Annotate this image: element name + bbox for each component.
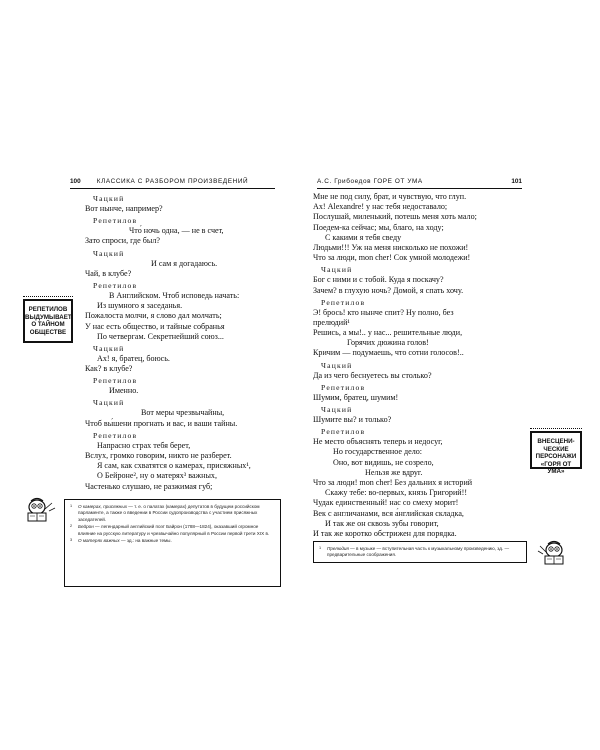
verse-line: Ах! я, братец, боюсь.	[97, 353, 170, 363]
verse-line: Поедем-ка сейчас; мы, благо, на ходу;	[313, 222, 444, 232]
verse-line: Напрасно страх тебя берет,	[97, 440, 191, 450]
mascot-reader-icon	[23, 497, 57, 523]
verse-line: О Бейроне², ну о матерях³ важных,	[97, 471, 217, 481]
right-header-rule	[317, 188, 522, 189]
verse-line: Как? в клубе?	[85, 364, 133, 374]
speaker-name: Репетилов	[93, 430, 138, 440]
speaker-name: Чацкий	[93, 398, 125, 408]
verse-line: Да из чего беснуетесь вы столько?	[313, 370, 432, 380]
verse-line: Решись, а мы!.. у нас... решительные люди,	[313, 328, 463, 338]
speaker-name: Чацкий	[321, 360, 353, 370]
left-header-rule	[70, 188, 275, 189]
verse-line: Я сам, как схватятся о камерах, присяжных¹,	[97, 461, 251, 471]
footnote: 3 О матерях важных — зд.: на важные темы.	[70, 538, 172, 544]
margin-note-line: ПЕРСОНАЖИ	[535, 453, 577, 460]
speaker-name: Репетилов	[321, 427, 366, 437]
verse-line: Э! брось! кто нынче спит? Ну полно, без	[313, 307, 454, 317]
speaker-name: Репетилов	[321, 297, 366, 307]
speaker-name: Чацкий	[93, 248, 125, 258]
verse-line: Чудак единственный! нас со смеху морит!	[313, 498, 459, 508]
left-play-text	[85, 192, 285, 492]
verse-line: Послушай, миленький, потешь меня хоть мало;	[313, 212, 477, 222]
verse-line: Ах! Alexandre! у нас тебя недоставало;	[313, 202, 448, 212]
verse-line: С какими я тебя сведу	[325, 232, 402, 242]
right-footnotes	[313, 541, 527, 563]
verse-line: Кричим — подумаешь, что сотни голосов!..	[313, 348, 464, 358]
left-footnotes	[64, 499, 281, 587]
verse-line: Горячих дюжина голов!	[347, 338, 429, 348]
verse-line: Что за люди, mon cher! Сок умной молодежи!	[313, 253, 471, 263]
margin-note-line: ОБЩЕСТВЕ	[29, 328, 67, 336]
speaker-name: Чацкий	[321, 405, 353, 414]
footnote: 2 Бейрон — легендарный английский поэт Байрон (1788—1824), оказавший огромное влияние на русскую литературу и чрезвычайно популярный в России первой трети XIX в.	[70, 524, 270, 536]
verse-line: Не место объяснять теперь и недосуг,	[313, 437, 443, 447]
verse-line: Шумите вы? и только?	[313, 415, 392, 424]
verse-line: Что́ ночь одна, — не в счет,	[129, 226, 224, 236]
margin-note-line: О ТАЙНОМ	[31, 321, 65, 328]
verse-line: прелюдий¹	[313, 317, 350, 327]
verse-line: Но государственное дело:	[333, 447, 423, 457]
speaker-name: Репетилов	[93, 280, 138, 290]
verse-line: Вслух, громко говорим, никто не разберет.	[85, 451, 232, 460]
verse-line: И сам я догадаюсь.	[151, 258, 218, 268]
right-running-title: А.С. Грибоедов ГОРЕ ОТ УМА	[317, 178, 423, 185]
verse-line: И так же он сквозь зубы говорит,	[325, 518, 439, 528]
verse-line: Людьми!!! Уж на меня нисколько не похожи!	[313, 242, 469, 252]
left-running-title: КЛАССИКА С РАЗБОРОМ ПРОИЗВЕДЕНИЙ	[96, 178, 249, 185]
verse-line: Чай, в клубе?	[85, 268, 132, 278]
verse-line: И так же коротко обстрижен для порядка.	[313, 528, 457, 538]
right-play-text	[313, 192, 525, 539]
verse-line: Вот меры чрезвычайны,	[141, 408, 225, 418]
right-page-number: 101	[511, 178, 522, 185]
verse-line: Зачем? в глухую ночь? Домой, я спать хочу.	[313, 285, 464, 295]
verse-line: Бог с ними и с тобой. Куда я поскачу?	[313, 275, 444, 285]
verse-line: По четвергам. Секретнейший союз...	[97, 331, 224, 341]
verse-line: Зато спроси, где был?	[85, 236, 160, 246]
left-running-head	[70, 176, 275, 187]
verse-line: Век с англичанами, вся а́нглийская складка,	[313, 508, 464, 518]
speaker-name: Репетилов	[321, 382, 366, 392]
mascot-reader-icon	[536, 540, 570, 566]
speaker-name: Репетилов	[93, 216, 138, 226]
verse-line: Пожалоста молчи, я слово дал молчать;	[85, 311, 222, 321]
left-page-number: 100	[70, 178, 81, 185]
verse-line: Именно.	[109, 386, 139, 396]
margin-note-line: РЕПЕТИЛОВ	[28, 306, 68, 313]
footnote: 1 Прелюдия — в музыке — вступительная часть к музыкальному произведению, зд. — предварительные соображения.	[319, 546, 510, 558]
verse-line: Оно, вот видишь, не созрело,	[333, 457, 434, 467]
speaker-name: Репетилов	[93, 376, 138, 386]
margin-note-line: «ГОРЯ ОТ УМА»	[540, 460, 572, 475]
verse-line: Мне не под силу, брат, и чувствую, что глуп.	[313, 192, 467, 201]
right-page	[300, 0, 600, 750]
speaker-name: Чацкий	[321, 265, 353, 275]
verse-line: Что за люди! mon cher! Без дальних я историй	[313, 477, 473, 487]
margin-note-right	[530, 431, 582, 475]
verse-line: Нельзя же вдруг.	[365, 467, 423, 477]
verse-line: Вот нынче, например?	[85, 204, 163, 213]
speaker-name: Чацкий	[93, 343, 125, 353]
verse-line: Шумим, братец, шумим!	[313, 392, 399, 402]
margin-note-line: ЧЕСКИЕ	[543, 445, 569, 453]
verse-line: В Английском. Чтоб исповедь начать:	[109, 290, 240, 300]
verse-line: Из шумного я заседанья.	[97, 301, 183, 311]
margin-note-line: ВНЕСЦЕНИ-	[537, 438, 575, 445]
margin-note-line: ВЫДУМЫВАЕТ	[25, 313, 72, 321]
verse-line: У нас есть общество, и тайные собранья	[85, 321, 225, 331]
speaker-name: Чацкий	[93, 194, 125, 203]
verse-line: Чтоб вы́шени прогнать и вас, и ваши тайны.	[85, 418, 238, 428]
verse-line: Частенько слушаю, не разжимая губ;	[85, 481, 213, 491]
right-running-head	[317, 176, 522, 187]
footnote: 1 О камерах, присяжных — т. е. о палатах (камерах) депутатов в будущем российском парламенте, а также о введении в России судопроизводства с участием присяжных заседателей.	[70, 504, 260, 522]
margin-note-left	[23, 299, 73, 343]
verse-line: Скажу тебе: во-первых, князь Григорий!!	[325, 488, 468, 498]
